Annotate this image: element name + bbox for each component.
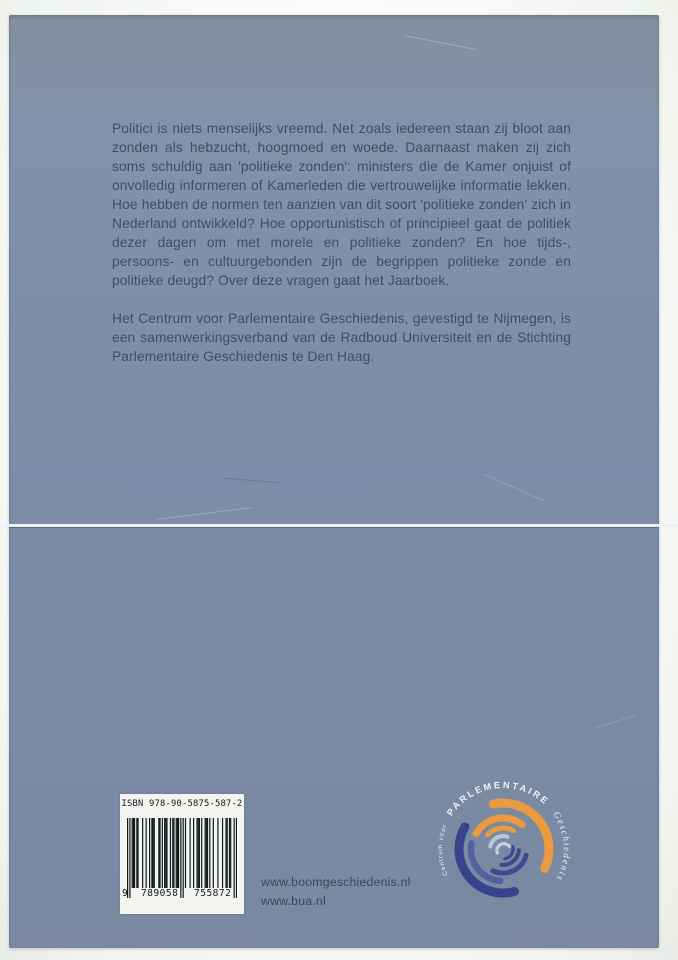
website-bua: www.bua.nl	[261, 893, 326, 908]
cpg-logo	[418, 764, 588, 934]
blurb-paragraph-1: Politici is niets menselijks vreemd. Net zoals iedereen staan zij bloot aan zonden als hebzucht, hoogmoed en woede. Daarnaast maken zij zich soms schuldig aan 'politieke zonden': ministers die de Kamer onjuist of onvolledig informeren of Kamerleden die vertrouwelijke informatie lekken. Hoe hebben de normen ten aanzien van dit soort 'politieke zonden' zich in Nederland ontwikkeld? Hoe opportunistisch of principieel gaat de politiek dezer dagen om met morele en politieke zonden? En hoe tijds-, persoons- en cultuurgebonden zijn de begrippen politieke zonde en politieke deugd? Over deze vragen gaat het Jaarboek.	[112, 121, 571, 288]
book-back-cover	[9, 15, 659, 948]
publisher-websites	[261, 873, 411, 910]
cover-scratch	[157, 507, 252, 520]
scan-seam-shadow	[9, 527, 659, 528]
isbn-label: ISBN 978-90-5875-587-2	[121, 799, 243, 809]
barcode-bars	[127, 818, 237, 898]
logo-spiral-icon	[459, 803, 549, 893]
cover-scratch	[223, 477, 281, 483]
cover-scratch	[405, 35, 476, 50]
cpg-logo-icon	[418, 764, 588, 934]
barcode-digit-group-1: 789058	[141, 888, 179, 899]
barcode-digit-lead: 9	[122, 888, 128, 899]
cover-scratch	[595, 714, 637, 729]
website-boomgeschiedenis: www.boomgeschiedenis.nl	[261, 875, 411, 889]
barcode-digits	[120, 888, 244, 902]
barcode	[127, 818, 237, 898]
blurb-paragraph-2: Het Centrum voor Parlementaire Geschiedenis, gevestigd te Nijmegen, is een samenwerkingsverband van de Radboud Universiteit en de Stichting Parlementaire Geschiedenis te Den Haag.	[112, 311, 571, 364]
isbn-barcode-panel	[120, 794, 244, 914]
back-cover-blurb	[112, 119, 571, 366]
logo-text-geschiedenis: Geschiedenis	[550, 810, 572, 883]
logo-text-centrum-voor: Centrum voor	[436, 822, 450, 877]
barcode-digit-group-2: 755872	[194, 888, 232, 899]
logo-text-parlementaire: PARLEMENTAIRE	[444, 779, 552, 818]
logo-ring-text	[435, 780, 571, 883]
cover-scratch	[484, 474, 545, 502]
